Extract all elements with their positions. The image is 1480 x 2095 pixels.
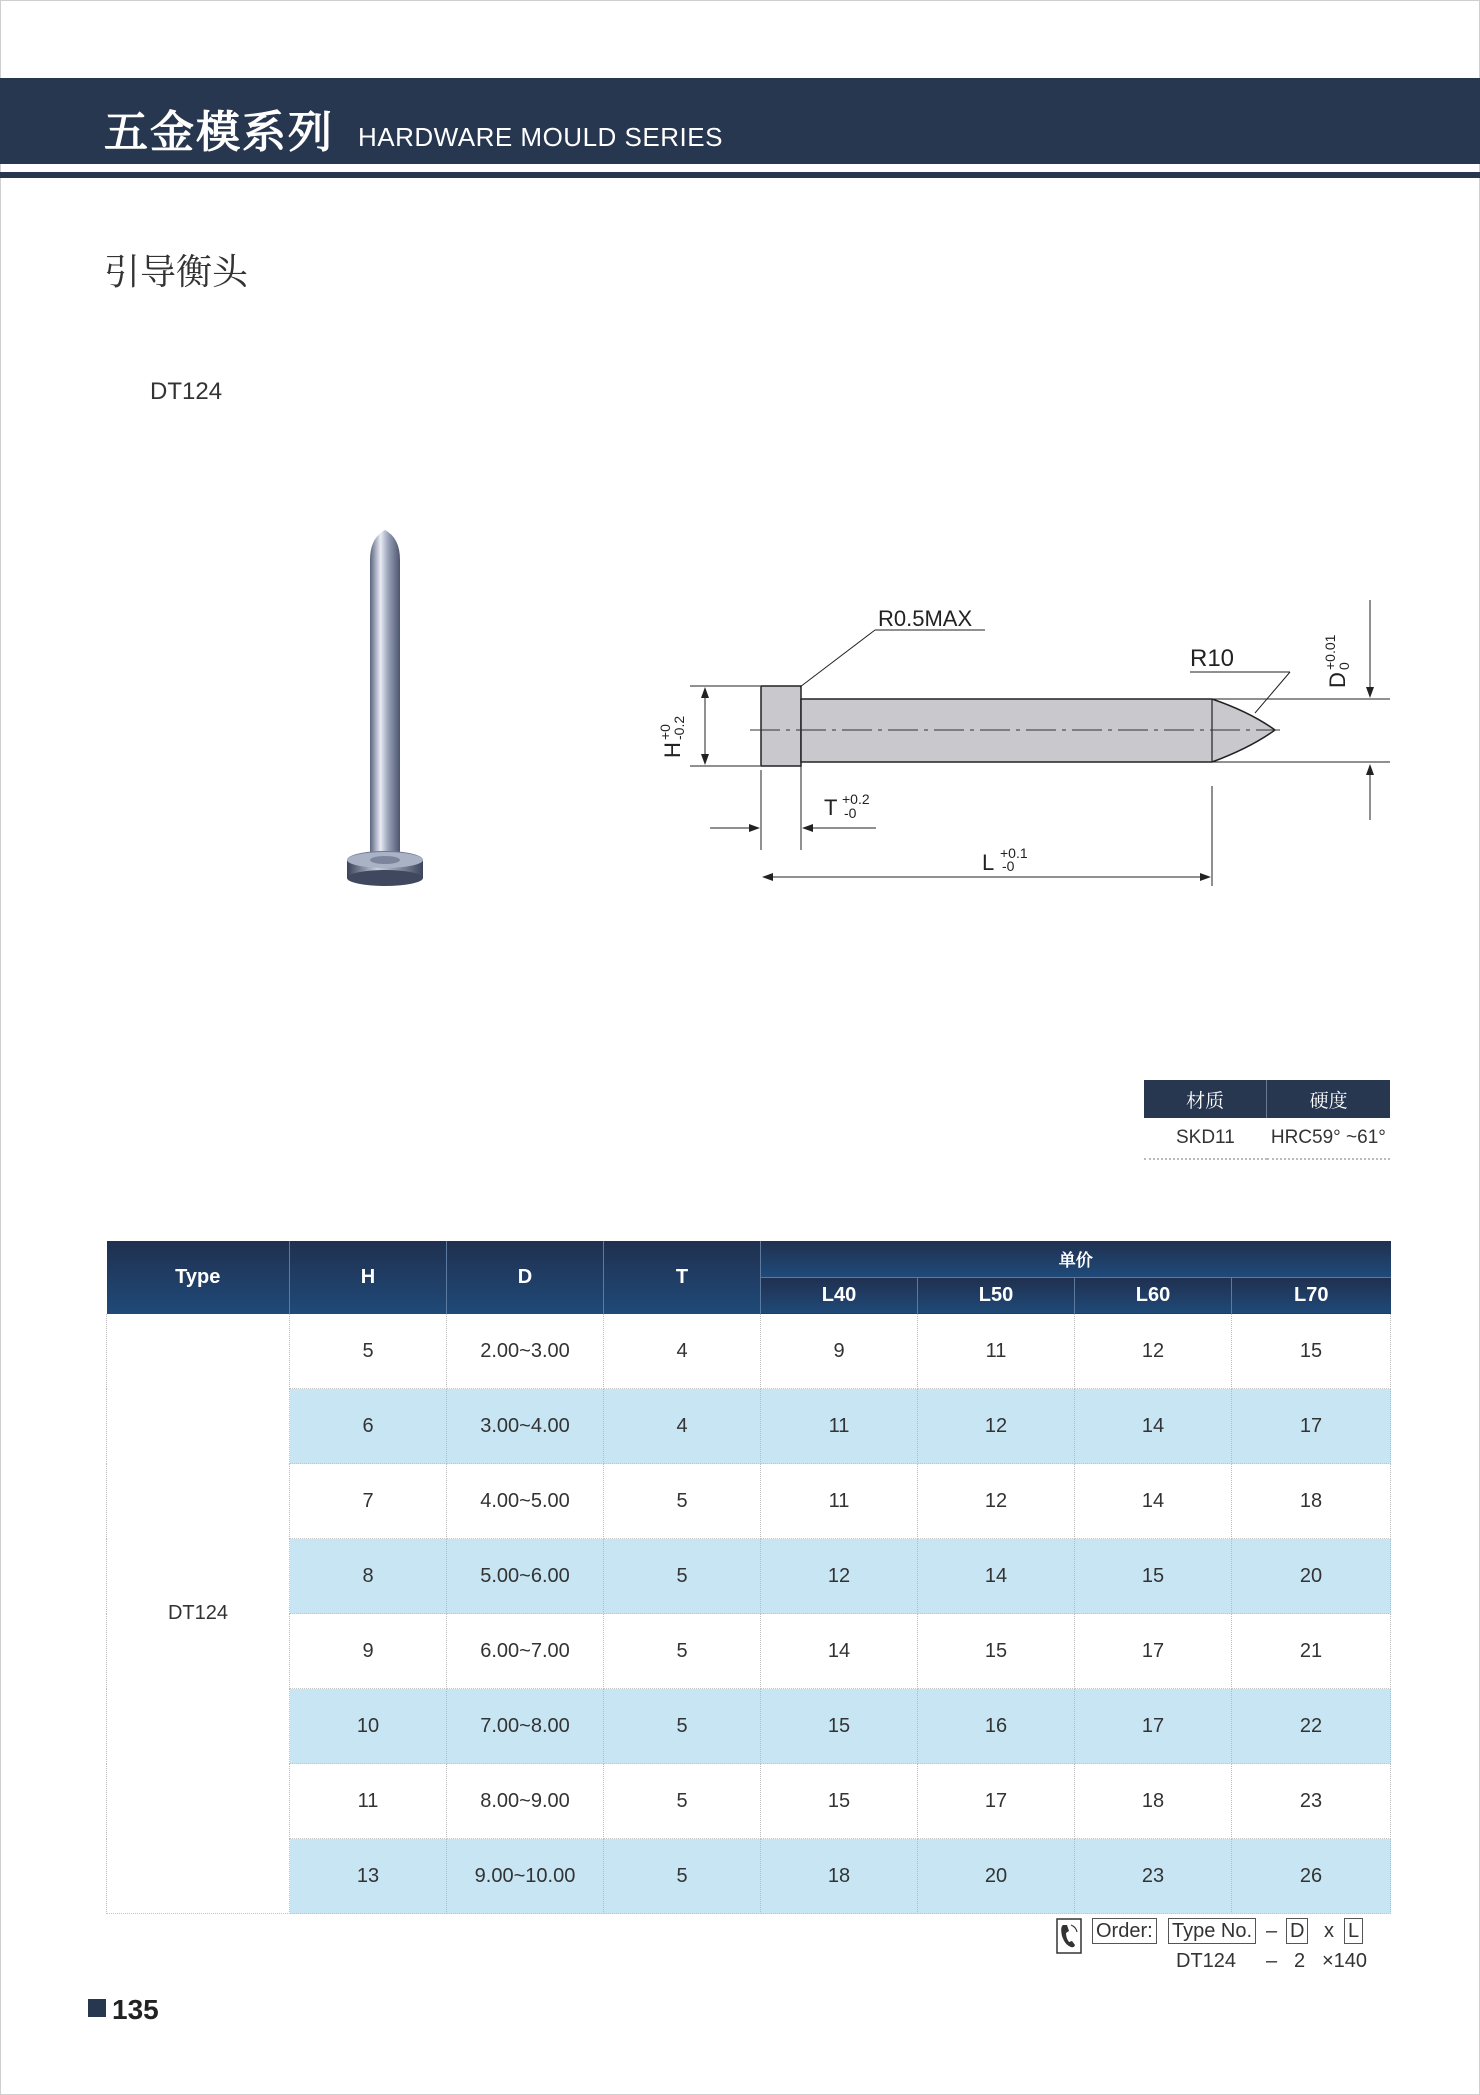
- cell-h: 8: [290, 1539, 447, 1614]
- cell-h: 10: [290, 1689, 447, 1764]
- cell-l50: 16: [918, 1689, 1075, 1764]
- phone-icon: [1056, 1918, 1082, 1954]
- cell-l40: 15: [761, 1689, 918, 1764]
- table-row: [107, 1839, 1391, 1914]
- order-example-type: DT124: [1176, 1950, 1237, 1972]
- col-d: D: [447, 1241, 604, 1314]
- cell-l50: 17: [918, 1764, 1075, 1839]
- l-tol-lower: -0: [1002, 858, 1015, 874]
- cell-h: 9: [290, 1614, 447, 1689]
- col-t: T: [604, 1241, 761, 1314]
- order-l: L: [1344, 1918, 1363, 1944]
- cell-t: 5: [604, 1539, 761, 1614]
- cell-l60: 23: [1075, 1839, 1232, 1914]
- cell-t: 5: [604, 1764, 761, 1839]
- cell-d: 8.00~9.00: [447, 1764, 604, 1839]
- cell-l40: 15: [761, 1764, 918, 1839]
- cell-l50: 15: [918, 1614, 1075, 1689]
- cell-d: 4.00~5.00: [447, 1464, 604, 1539]
- product-photo: [340, 530, 460, 890]
- cell-d: 3.00~4.00: [447, 1389, 604, 1464]
- cell-l40: 11: [761, 1464, 918, 1539]
- d-tol-upper: +0.01: [1322, 634, 1338, 670]
- h-label: H: [660, 742, 685, 758]
- cell-t: 5: [604, 1689, 761, 1764]
- cell-t: 5: [604, 1839, 761, 1914]
- col-price-group: 单价: [761, 1241, 1391, 1277]
- header-underline: [0, 172, 1480, 178]
- r10-label: R10: [1190, 645, 1235, 672]
- t-tol-upper: +0.2: [842, 791, 870, 807]
- cell-l60: 17: [1075, 1614, 1232, 1689]
- cell-l70: 23: [1232, 1764, 1391, 1839]
- d-tol-lower: 0: [1336, 662, 1352, 670]
- cell-l70: 26: [1232, 1839, 1391, 1914]
- cell-l70: 22: [1232, 1689, 1391, 1764]
- table-row: [107, 1689, 1391, 1764]
- order-label: Order:: [1092, 1918, 1157, 1944]
- cell-l40: 11: [761, 1389, 918, 1464]
- cell-t: 5: [604, 1464, 761, 1539]
- cell-l60: 17: [1075, 1689, 1232, 1764]
- cell-l60: 14: [1075, 1464, 1232, 1539]
- hardness-header: 硬度: [1267, 1080, 1390, 1118]
- t-tol-lower: -0: [844, 805, 857, 821]
- cell-t: 5: [604, 1614, 761, 1689]
- d-label: D: [1325, 672, 1350, 688]
- cell-h: 11: [290, 1764, 447, 1839]
- cell-l50: 12: [918, 1389, 1075, 1464]
- drawing-head: [761, 686, 801, 766]
- order-note: [1056, 1918, 1396, 1978]
- table-row: [107, 1614, 1391, 1689]
- material-table: [1144, 1080, 1390, 1160]
- col-h: H: [290, 1241, 447, 1314]
- cell-d: 9.00~10.00: [447, 1839, 604, 1914]
- l-label: L: [982, 850, 995, 875]
- cell-l60: 15: [1075, 1539, 1232, 1614]
- order-example-d: 2: [1294, 1950, 1306, 1972]
- col-l70: L70: [1232, 1277, 1391, 1314]
- technical-drawing: [650, 590, 1430, 900]
- cell-l70: 15: [1232, 1314, 1391, 1389]
- material-value: SKD11: [1144, 1118, 1267, 1159]
- order-example-dash: –: [1266, 1950, 1278, 1972]
- table-row: [107, 1539, 1391, 1614]
- table-row: [107, 1389, 1391, 1464]
- order-example-l: ×140: [1322, 1950, 1368, 1972]
- cell-t: 4: [604, 1314, 761, 1389]
- cell-l40: 9: [761, 1314, 918, 1389]
- col-l50: L50: [918, 1277, 1075, 1314]
- r05max-label: R0.5MAX: [878, 606, 973, 631]
- price-table: [106, 1241, 1391, 1914]
- table-row: [107, 1464, 1391, 1539]
- section-title: 引导衡头: [104, 252, 249, 293]
- cell-h: 6: [290, 1389, 447, 1464]
- model-code: DT124: [150, 378, 223, 405]
- cell-l50: 12: [918, 1464, 1075, 1539]
- cell-l70: 20: [1232, 1539, 1391, 1614]
- cell-d: 6.00~7.00: [447, 1614, 604, 1689]
- h-tol-upper: +0: [657, 724, 673, 740]
- cell-l50: 11: [918, 1314, 1075, 1389]
- table-row: [107, 1314, 1391, 1389]
- header-title-en: HARDWARE MOULD SERIES: [358, 122, 723, 152]
- header-title-cn: 五金模系列: [104, 107, 334, 158]
- type-cell: DT124: [107, 1314, 290, 1914]
- cell-l60: 18: [1075, 1764, 1232, 1839]
- cell-l60: 12: [1075, 1314, 1232, 1389]
- l-tol-upper: +0.1: [1000, 845, 1028, 861]
- cell-l40: 14: [761, 1614, 918, 1689]
- cell-h: 13: [290, 1839, 447, 1914]
- cell-t: 4: [604, 1389, 761, 1464]
- h-tol-lower: -0.2: [671, 715, 687, 740]
- cell-d: 7.00~8.00: [447, 1689, 604, 1764]
- table-row: [107, 1764, 1391, 1839]
- t-label: T: [824, 795, 838, 820]
- page-number-text: 135: [112, 1994, 159, 2025]
- page-marker: [88, 1999, 106, 2017]
- cell-l50: 20: [918, 1839, 1075, 1914]
- cell-l60: 14: [1075, 1389, 1232, 1464]
- cell-d: 2.00~3.00: [447, 1314, 604, 1389]
- hardness-value: HRC59° ~61°: [1267, 1118, 1390, 1159]
- col-type: Type: [107, 1241, 290, 1314]
- material-header: 材质: [1144, 1080, 1267, 1118]
- cell-h: 7: [290, 1464, 447, 1539]
- page-number: [88, 1994, 159, 2026]
- col-l60: L60: [1075, 1277, 1232, 1314]
- order-x: x: [1324, 1920, 1334, 1942]
- cell-l70: 17: [1232, 1389, 1391, 1464]
- cell-h: 5: [290, 1314, 447, 1389]
- cell-l40: 12: [761, 1539, 918, 1614]
- order-d: D: [1286, 1918, 1308, 1944]
- cell-l70: 18: [1232, 1464, 1391, 1539]
- order-dash: –: [1266, 1920, 1278, 1942]
- col-l40: L40: [761, 1277, 918, 1314]
- cell-l40: 18: [761, 1839, 918, 1914]
- cell-d: 5.00~6.00: [447, 1539, 604, 1614]
- cell-l70: 21: [1232, 1614, 1391, 1689]
- order-type-no: Type No.: [1168, 1918, 1256, 1944]
- cell-l50: 14: [918, 1539, 1075, 1614]
